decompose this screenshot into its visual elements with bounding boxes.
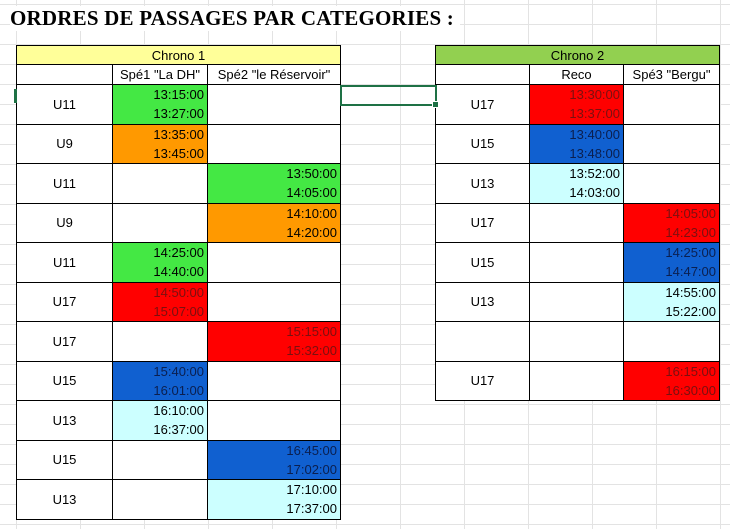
chrono1-table (16, 45, 341, 525)
start-time: 14:10:00 (286, 205, 337, 221)
start-time: 14:25:00 (665, 245, 716, 260)
category-cell[interactable]: U11 (16, 85, 113, 125)
chrono2-col-reco: Reco (530, 65, 624, 85)
empty-cell[interactable] (530, 283, 624, 323)
time-slot-cell[interactable] (113, 401, 208, 441)
start-time: 14:50:00 (153, 284, 204, 300)
empty-cell[interactable] (208, 401, 341, 441)
category-cell[interactable]: U17 (435, 362, 530, 402)
end-time: 14:47:00 (665, 264, 716, 279)
time-slot-cell[interactable] (208, 480, 341, 520)
end-time: 13:48:00 (569, 145, 620, 161)
end-time: 14:23:00 (665, 224, 716, 240)
chrono1-col-category (16, 65, 113, 85)
time-slot-cell[interactable] (530, 164, 624, 204)
category-cell[interactable]: U9 (16, 204, 113, 244)
empty-cell[interactable] (113, 204, 208, 244)
category-cell[interactable]: U17 (16, 322, 113, 362)
category-cell[interactable]: U13 (16, 480, 113, 520)
end-time: 13:37:00 (569, 106, 620, 121)
category-cell[interactable]: U17 (435, 204, 530, 244)
category-cell[interactable]: U9 (16, 125, 113, 165)
time-slot-cell[interactable] (624, 243, 720, 283)
empty-cell[interactable] (208, 362, 341, 402)
time-slot-cell[interactable] (208, 204, 341, 244)
end-time: 15:07:00 (153, 303, 204, 319)
category-cell[interactable]: U11 (16, 243, 113, 283)
end-time: 14:05:00 (286, 185, 337, 200)
empty-cell[interactable] (624, 125, 720, 165)
start-time: 16:15:00 (665, 363, 716, 379)
end-time: 17:02:00 (286, 461, 337, 477)
end-time: 16:37:00 (153, 422, 204, 437)
time-slot-cell[interactable] (113, 85, 208, 125)
start-time: 13:52:00 (569, 166, 620, 181)
start-time: 16:45:00 (286, 442, 337, 458)
start-time: 13:15:00 (153, 87, 204, 102)
empty-cell[interactable] (208, 125, 341, 165)
category-cell[interactable]: U17 (16, 283, 113, 323)
chrono1-header: Chrono 1 (16, 45, 341, 65)
empty-cell[interactable] (530, 322, 624, 362)
start-time: 13:50:00 (286, 166, 337, 181)
time-slot-cell[interactable] (208, 322, 341, 362)
start-time: 15:15:00 (286, 324, 337, 339)
time-slot-cell[interactable] (530, 125, 624, 165)
page-title: ORDRES DE PASSAGES PAR CATEGORIES : (10, 6, 460, 31)
empty-cell[interactable] (113, 441, 208, 481)
chrono2-header: Chrono 2 (435, 45, 720, 65)
start-time: 13:40:00 (569, 126, 620, 142)
time-slot-cell[interactable] (624, 283, 720, 323)
empty-cell[interactable] (624, 85, 720, 125)
start-time: 13:30:00 (569, 87, 620, 102)
start-time: 14:55:00 (665, 284, 716, 300)
start-time: 17:10:00 (286, 482, 337, 497)
end-time: 15:32:00 (286, 343, 337, 358)
end-time: 14:20:00 (286, 224, 337, 240)
category-cell[interactable]: U15 (16, 441, 113, 481)
category-cell[interactable]: U15 (435, 125, 530, 165)
empty-cell[interactable] (113, 164, 208, 204)
empty-cell[interactable] (208, 85, 341, 125)
empty-cell[interactable] (113, 322, 208, 362)
end-time: 17:37:00 (286, 501, 337, 516)
category-cell[interactable]: U13 (435, 283, 530, 323)
empty-cell[interactable] (208, 283, 341, 323)
end-time: 16:01:00 (153, 382, 204, 398)
category-cell[interactable]: U15 (16, 362, 113, 402)
time-slot-cell[interactable] (530, 85, 624, 125)
start-time: 13:35:00 (153, 126, 204, 142)
start-time: 15:40:00 (153, 363, 204, 379)
empty-cell[interactable] (530, 243, 624, 283)
chrono2-col-spe3: Spé3 "Bergu" (624, 65, 720, 85)
empty-cell[interactable] (530, 362, 624, 402)
time-slot-cell[interactable] (208, 164, 341, 204)
chrono2-col-category (435, 65, 530, 85)
chrono1-col-spe1: Spé1 "La DH" (113, 65, 208, 85)
end-time: 14:40:00 (153, 264, 204, 279)
row-marker (14, 89, 17, 103)
empty-cell[interactable] (624, 322, 720, 362)
category-cell[interactable]: U13 (435, 164, 530, 204)
end-time: 14:03:00 (569, 185, 620, 200)
time-slot-cell[interactable] (624, 204, 720, 244)
empty-cell[interactable] (530, 204, 624, 244)
fill-handle[interactable] (432, 101, 439, 108)
time-slot-cell[interactable] (624, 362, 720, 402)
time-slot-cell[interactable] (113, 125, 208, 165)
chrono1-col-spe2: Spé2 "le Réservoir" (208, 65, 341, 85)
start-time: 14:05:00 (665, 205, 716, 221)
category-cell[interactable]: U15 (435, 243, 530, 283)
start-time: 16:10:00 (153, 403, 204, 418)
time-slot-cell[interactable] (208, 441, 341, 481)
time-slot-cell[interactable] (113, 362, 208, 402)
category-cell[interactable]: U17 (435, 85, 530, 125)
time-slot-cell[interactable] (113, 243, 208, 283)
empty-cell[interactable] (624, 164, 720, 204)
end-time: 15:22:00 (665, 303, 716, 319)
empty-cell[interactable] (208, 243, 341, 283)
category-cell[interactable] (435, 322, 530, 362)
time-slot-cell[interactable] (113, 283, 208, 323)
end-time: 13:45:00 (153, 145, 204, 161)
end-time: 16:30:00 (665, 382, 716, 398)
chrono2-table (435, 45, 720, 421)
empty-cell[interactable] (113, 480, 208, 520)
selected-cell[interactable] (340, 85, 437, 106)
category-cell[interactable]: U13 (16, 401, 113, 441)
category-cell[interactable]: U11 (16, 164, 113, 204)
end-time: 13:27:00 (153, 106, 204, 121)
start-time: 14:25:00 (153, 245, 204, 260)
